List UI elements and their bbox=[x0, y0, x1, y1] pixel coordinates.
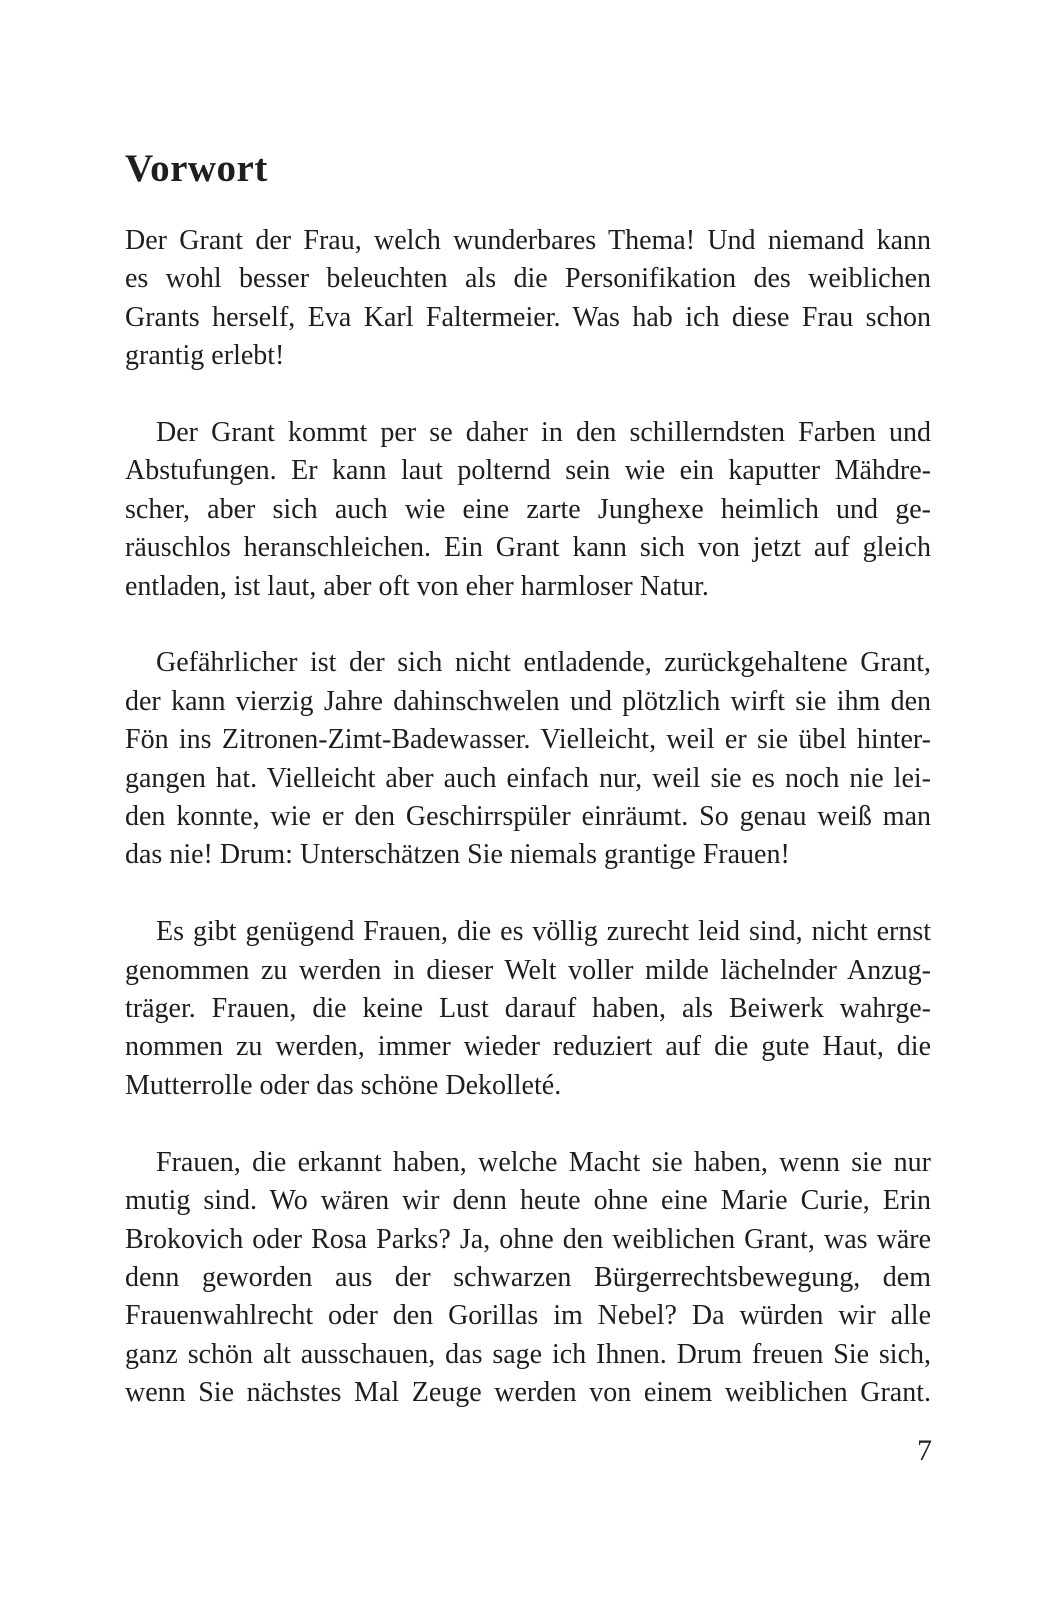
text-line: denn geworden aus der schwarzen Bürgerrechtsbewegung, dem bbox=[125, 1261, 931, 1293]
paragraph bbox=[125, 222, 931, 376]
text-line: ganz schön alt ausschauen, das sage ich Ihnen. Drum freuen Sie sich, bbox=[125, 1338, 931, 1370]
text-line: Frauenwahlrecht oder den Gorillas im Nebel? Da würden wir alle bbox=[125, 1300, 931, 1332]
text-line: Der Grant der Frau, welch wunderbares Thema! Und niemand kann bbox=[125, 225, 931, 256]
paragraph bbox=[125, 1144, 931, 1413]
text-line: träger. Frauen, die keine Lust darauf haben, als Beiwerk wahrge- bbox=[125, 993, 931, 1025]
text-line: grantig erlebt! bbox=[125, 340, 285, 372]
text-line: entladen, ist laut, aber oft von eher harmloser Natur. bbox=[125, 570, 709, 602]
text-line: Grants herself, Eva Karl Faltermeier. Was hab ich diese Frau schon bbox=[125, 301, 931, 333]
text-line: der kann vierzig Jahre dahinschwelen und plötzlich wirft sie ihm den bbox=[125, 685, 931, 717]
text-line: Frauen, die erkannt haben, welche Macht sie haben, wenn sie nur bbox=[156, 1146, 931, 1178]
page-number: 7 bbox=[917, 1434, 932, 1467]
text-line: Fön ins Zitronen-Zimt-Badewasser. Vielleicht, weil er sie übel hinter- bbox=[125, 724, 931, 756]
text-line: wenn Sie nächstes Mal Zeuge werden von einem weiblichen Grant. bbox=[125, 1377, 931, 1409]
text-line: es wohl besser beleuchten als die Personifikation des weiblichen bbox=[125, 263, 931, 295]
text-line: das nie! Drum: Unterschätzen Sie niemals grantige Frauen! bbox=[125, 839, 790, 871]
text-line: Gefährlicher ist der sich nicht entladende, zurückgehaltene Grant, bbox=[156, 647, 931, 679]
chapter-heading: Vorwort bbox=[125, 147, 268, 190]
text-line: Es gibt genügend Frauen, die es völlig zurecht leid sind, nicht ernst bbox=[156, 916, 931, 948]
paragraph bbox=[125, 913, 931, 1105]
text-line: genommen zu werden in dieser Welt voller milde lächelnder Anzug- bbox=[125, 954, 931, 986]
text-line: Mutterrolle oder das schöne Dekolleté. bbox=[125, 1069, 562, 1101]
page-content bbox=[125, 0, 931, 1413]
text-line: räuschlos heranschleichen. Ein Grant kann sich von jetzt auf gleich bbox=[125, 532, 931, 564]
text-line: Der Grant kommt per se daher in den schillerndsten Farben und bbox=[156, 417, 931, 449]
paragraphs-container bbox=[125, 222, 931, 1413]
text-line: gangen hat. Vielleicht aber auch einfach nur, weil sie es noch nie lei- bbox=[125, 762, 931, 794]
paragraph bbox=[125, 414, 931, 606]
text-line: scher, aber sich auch wie eine zarte Junghexe heimlich und ge- bbox=[125, 493, 931, 525]
text-line: mutig sind. Wo wären wir denn heute ohne eine Marie Curie, Erin bbox=[125, 1185, 931, 1217]
text-line: Abstufungen. Er kann laut polternd sein wie ein kaputter Mähdre- bbox=[125, 455, 931, 487]
text-line: nommen zu werden, immer wieder reduziert auf die gute Haut, die bbox=[125, 1031, 931, 1063]
text-line: den konnte, wie er den Geschirrspüler einräumt. So genau weiß man bbox=[125, 801, 931, 833]
text-line: Brokovich oder Rosa Parks? Ja, ohne den weiblichen Grant, was wäre bbox=[125, 1223, 931, 1255]
paragraph bbox=[125, 644, 931, 874]
